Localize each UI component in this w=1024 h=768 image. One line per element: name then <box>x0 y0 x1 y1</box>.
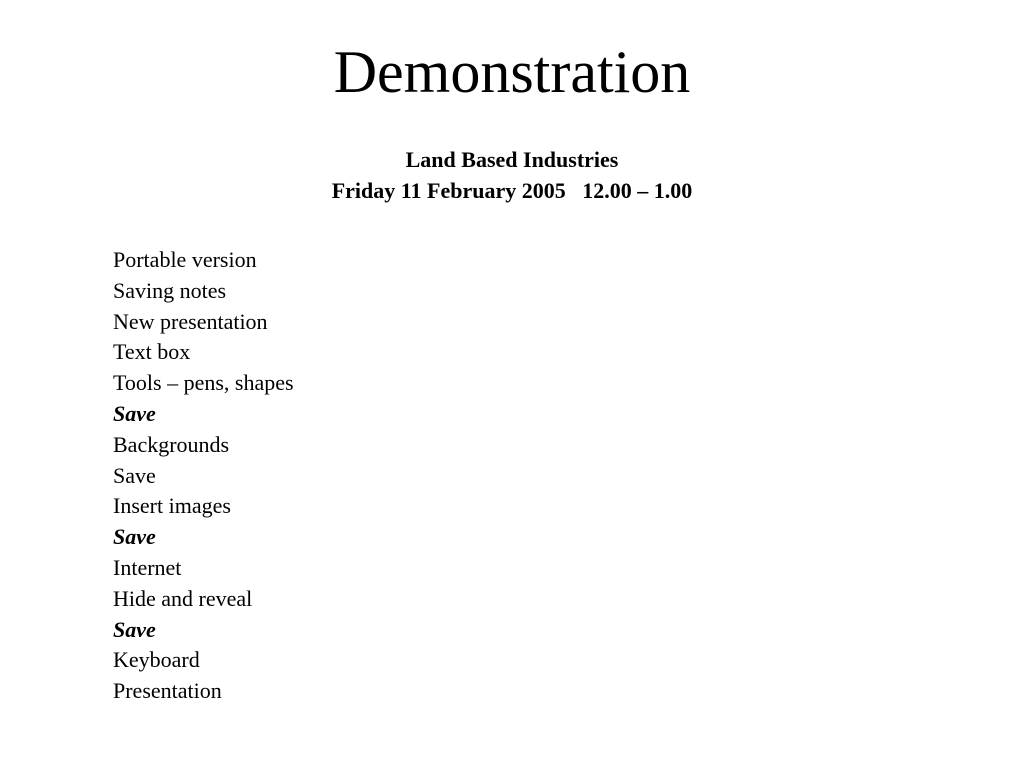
agenda-item: Portable version <box>113 247 257 272</box>
agenda-item: Hide and reveal <box>113 585 253 611</box>
agenda-item: Tools – pens, shapes <box>113 370 294 396</box>
slide-title: Demonstration <box>333 39 691 105</box>
subtitle-date-time: Friday 11 February 2005 12.00 – 1.00 <box>331 178 693 203</box>
agenda-item: Insert images <box>113 493 231 519</box>
slide-subtitle <box>0 144 1024 206</box>
agenda-item: Saving notes <box>113 277 227 303</box>
agenda-item: Internet <box>113 554 182 580</box>
agenda-item: Text box <box>113 339 191 365</box>
agenda-item: Save <box>113 462 156 488</box>
agenda-item: Keyboard <box>113 647 200 673</box>
agenda-item: Presentation <box>113 678 222 704</box>
agenda-item-emphasized: Save <box>113 524 156 550</box>
agenda-item-emphasized: Save <box>113 400 156 426</box>
subtitle-event-name: Land Based Industries <box>405 147 619 172</box>
agenda-item: New presentation <box>113 308 268 334</box>
agenda-list <box>113 245 294 707</box>
agenda-item: Backgrounds <box>113 431 230 457</box>
agenda-item-emphasized: Save <box>113 616 156 642</box>
